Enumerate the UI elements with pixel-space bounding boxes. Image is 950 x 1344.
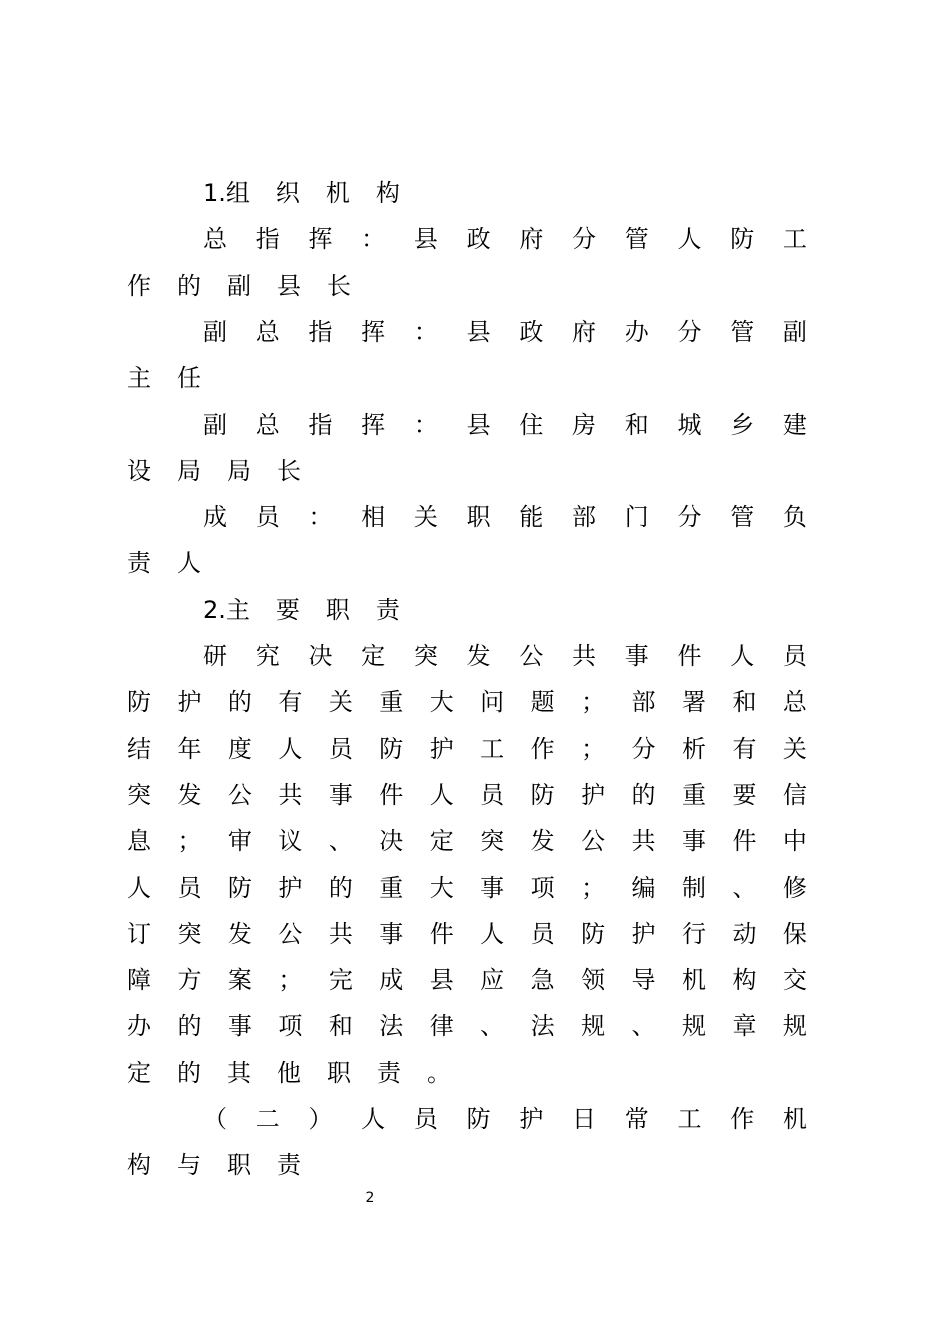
text-line: 研 究 决 定 突 发 公 共 事 件 人 员: [203, 642, 807, 670]
text-line: 防 护 的 有 关 重 大 问 题 ； 部 署 和 总: [127, 688, 807, 717]
text-line: 构 与 职 责: [127, 1151, 301, 1180]
text-line: 责 人: [127, 549, 201, 578]
text-line: 副 总 指 挥 ： 县 住 房 和 城 乡 建: [203, 410, 807, 439]
text-line: （ 二 ） 人 员 防 护 日 常 工 作 机: [203, 1105, 807, 1133]
text-line: 作 的 副 县 长: [127, 271, 351, 300]
text-line: 主 任: [127, 364, 201, 393]
text-line: 成 员 ： 相 关 职 能 部 门 分 管 负: [203, 503, 807, 532]
text-line: 订 突 发 公 共 事 件 人 员 防 护 行 动 保: [127, 919, 807, 948]
text-line: 障 方 案 ； 完 成 县 应 急 领 导 机 构 交: [127, 966, 807, 995]
text-line: 息 ； 审 议 、 决 定 突 发 公 共 事 件 中: [127, 827, 807, 856]
text-line: 结 年 度 人 员 防 护 工 作 ； 分 析 有 关: [127, 734, 807, 763]
text-line: 2.主 要 职 责: [203, 595, 400, 624]
text-line: 定 的 其 他 职 责 。: [127, 1058, 451, 1087]
text-line: 1.组 织 机 构: [203, 179, 400, 207]
text-line: 办 的 事 项 和 法 律 、 法 规 、 规 章 规: [127, 1012, 807, 1041]
page-number: 2: [365, 1190, 375, 1206]
text-line: 突 发 公 共 事 件 人 员 防 护 的 重 要 信: [127, 780, 807, 809]
text-line: 总 指 挥 ： 县 政 府 分 管 人 防 工: [203, 225, 807, 254]
text-line: 人 员 防 护 的 重 大 事 项 ； 编 制 、 修: [127, 873, 807, 902]
text-line: 副 总 指 挥 ： 县 政 府 办 分 管 副: [203, 317, 807, 346]
text-line: 设 局 局 长: [127, 456, 301, 485]
